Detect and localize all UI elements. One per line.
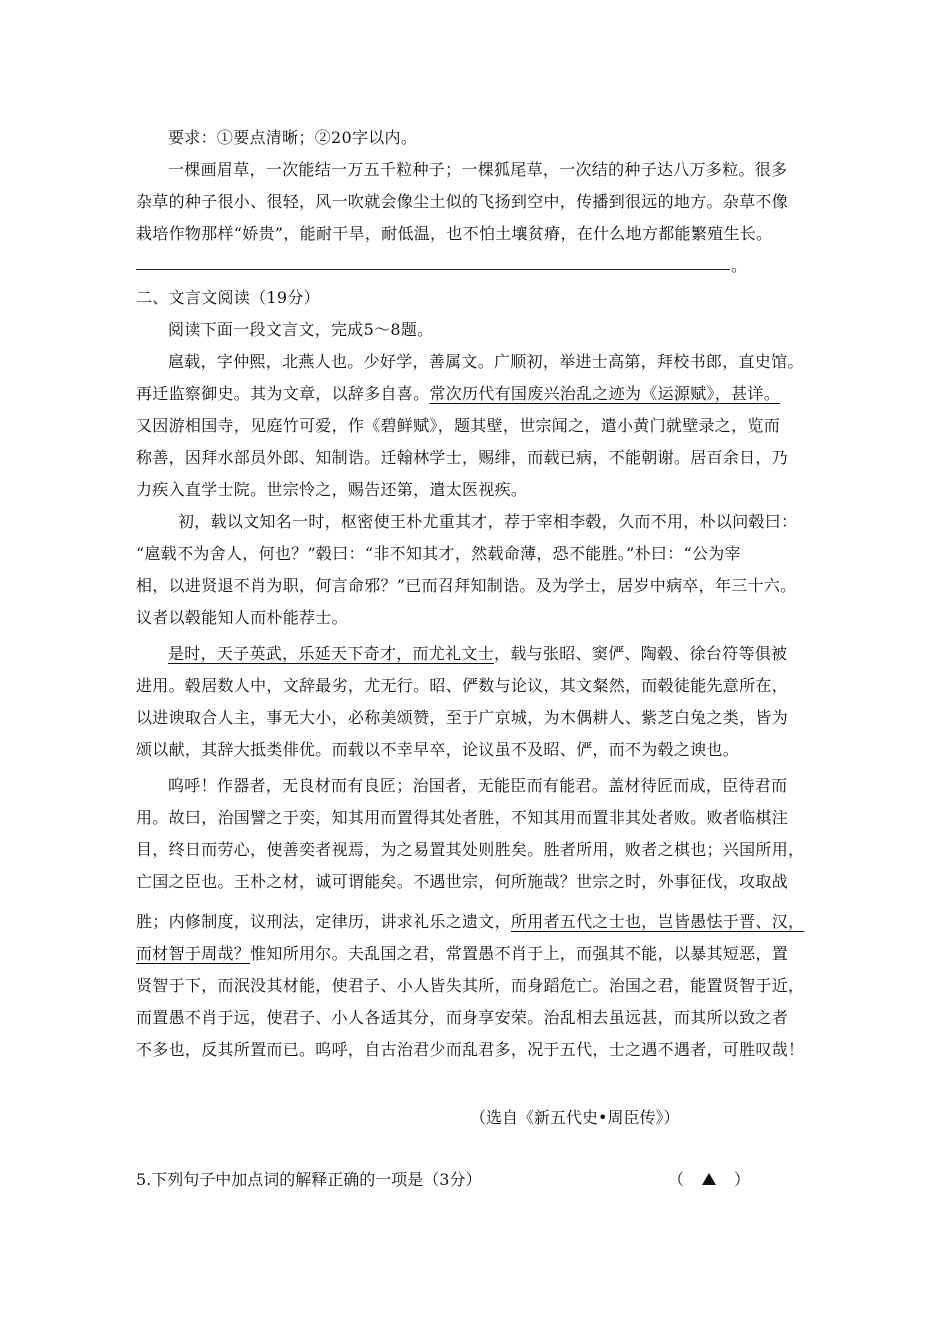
classical-line: 用。故曰，治国譬之于奕，知其用而置得其处者胜，不知其用而置非其处者败。败者临棋注: [136, 808, 789, 827]
classical-line: 议者以毂能知人而朴能荐士。: [136, 608, 348, 627]
classical-line: 以进谀取合人主，事无大小，必称美颂赞，至于广京城，为木偶耕人、紫芝白兔之类，皆为: [136, 708, 789, 727]
source-citation: （选自《新五代史•周臣传》）: [470, 1108, 680, 1127]
classical-line: 初，载以文知名一时，枢密使王朴尤重其才，荐于宰相李毂，久而不用，朴以问毂曰：: [178, 512, 798, 531]
classical-line: 力疾入直学士院。世宗怜之，赐告还第，遣太医视疾。: [136, 480, 528, 499]
classical-line: 又因游相国寺，见庭竹可爱，作《碧鲜赋》，题其壁，世宗闻之，遣小黄门就壁录之，览而: [136, 416, 781, 435]
passage-line: 栽培作物那样“娇贵”，能耐干旱，耐低温，也不怕土壤贫瘠，在什么地方都能繁殖生长。: [136, 224, 773, 243]
classical-line: 扈载，字仲熙，北燕人也。少好学，善属文。广顺初，举进士高第，拜校书郎，直史馆。: [168, 352, 804, 371]
triangle-icon: [702, 1173, 716, 1185]
bracket-open: （: [668, 1170, 685, 1189]
bracket-close: ）: [734, 1170, 751, 1189]
classical-line: 而置愚不肖于远，使君子、小人各适其分，而身享安荣。治乱相去虽远甚，而其所以致之者: [136, 1008, 789, 1027]
classical-line: [136, 384, 780, 404]
answer-period: 。: [731, 256, 748, 275]
underlined-sentence: 而材智于周哉？: [136, 944, 251, 963]
classical-line: 相，以进贤退不肖为职，何言命邪？”已而召拜知制诰。及为学士，居岁中病卒，年三十六。: [136, 576, 797, 595]
answer-bracket[interactable]: [668, 1170, 750, 1190]
classical-line: 进用。毂居数人中，文辞最劣，尤无行。昭、俨数与论议，其文粲然，而毂徒能先意所在，: [136, 676, 789, 695]
question-5: 5.下列句子中加点词的解释正确的一项是（3分）: [136, 1170, 482, 1189]
text-segment: 惟知所用尔。夫乱国之君，常置愚不肖于上，而强其不能，以暴其短恶，置: [250, 944, 789, 963]
classical-line: 不多也，反其所置而已。呜呼，自古治君少而乱君多，况于五代，士之遇不遇者，可胜叹哉！: [136, 1040, 805, 1059]
passage-line: 一棵画眉草，一次能结一万五千粒种子；一棵狐尾草，一次结的种子达八万多粒。很多: [168, 160, 788, 179]
underlined-sentence: 是时，天子英武，乐延天下奇才，而尤礼文士: [168, 644, 495, 663]
text-segment: ，载与张昭、窦俨、陶毂、徐台符等俱被: [494, 644, 788, 663]
classical-line: [136, 912, 804, 932]
underlined-sentence: 所用者五代之士也，岂皆愚怯于晋、汉，: [510, 912, 805, 931]
classical-line: [168, 644, 787, 664]
classical-line: 目，终日而劳心，使善奕者视焉，为之易置其处则胜矣。胜者所用，败者之棋也；兴国所用，: [136, 840, 805, 859]
classical-line: 颂以献，其辞大抵类俳优。而载以不幸早卒，论议虽不及昭、俨，而不为毂之谀也。: [136, 740, 740, 759]
classical-line: [136, 944, 788, 964]
requirement-text: 要求：①要点清晰；②20字以内。: [168, 128, 418, 147]
text-segment: 胜；内修制度，议刑法，定律历，讲求礼乐之遗文，: [136, 912, 511, 931]
classical-line: “扈载不为舍人，何也？”毂曰：“非不知其才，然载命薄，恐不能胜。”朴曰：“公为宰: [136, 544, 741, 563]
passage-line: 杂草的种子很小、很轻，风一吹就会像尘土似的飞扬到空中，传播到很远的地方。杂草不像: [136, 192, 789, 211]
section-heading: 二、文言文阅读（19分）: [136, 288, 320, 307]
answer-blank-line[interactable]: [136, 269, 730, 270]
section-intro: 阅读下面一段文言文，完成5～8题。: [168, 320, 434, 339]
classical-line: 称善，因拜水部员外郎、知制诰。迁翰林学士，赐绯，而载已病，不能朝谢。居百余日，乃: [136, 448, 789, 467]
classical-line: 亡国之臣也。王朴之材，诚可谓能矣。不遇世宗，何所施哉？世宗之时，外事征伐，攻取战: [136, 872, 789, 891]
classical-line: 呜呼！作器者，无良材而有良匠；治国者，无能臣而有能君。盖材待匠而成，臣待君而: [168, 776, 788, 795]
underlined-sentence: 常次历代有国废兴治乱之迹为《运源赋》，甚详。: [429, 384, 781, 403]
classical-line: 贤智于下，而泯没其材能，使君子、小人皆失其所，而身蹈危亡。治国之君，能置贤智于近，: [136, 976, 805, 995]
text-segment: 再迁监察御史。其为文章，以辞多自喜。: [136, 384, 430, 403]
